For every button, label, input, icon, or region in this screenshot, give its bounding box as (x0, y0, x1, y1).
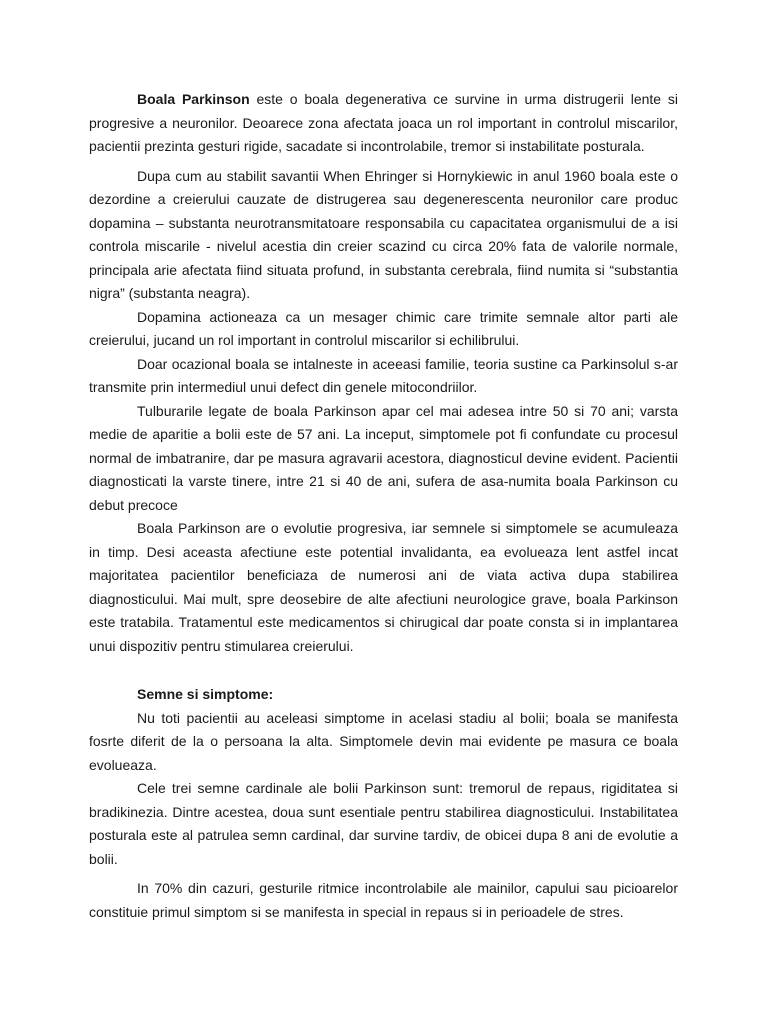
paragraph-5: Tulburarile legate de boala Parkinson apar cel mai adesea intre 50 si 70 ani; varsta medie de aparitie a bolii este de 57 ani. La inceput, simptomele pot fi confundate cu procesul normal de imbatranire, dar pe masura agravarii acestora, diagnosticul devine evident. Pacientii diagnosticati la varste tinere, intre 21 si 40 de ani, sufera de asa-numita boala Parkinson cu debut precoce (89, 402, 678, 513)
intro-text: este o boala degenerativa ce survine in urma distrugerii lente si progresive a neuronilor. Deoarece zona afectata joaca un rol important in controlul miscarilor, pacientii prezinta gesturi rigide, sacadate si incontrolabile, tremor si instabilitate posturala. (89, 91, 679, 154)
paragraph-intro (89, 88, 678, 159)
paragraph-9: In 70% din cazuri, gesturile ritmice incontrolabile ale mainilor, capului sau picioarelor constituie primul simptom si se manifesta in special in repaus si in perioadele de stres. (89, 880, 678, 920)
paragraph-4: Doar ocazional boala se intalneste in aceeasi familie, teoria sustine ca Parkinsolul s-ar transmite prin intermediul unui defect din genele mitocondriilor. (89, 355, 678, 395)
paragraph-2: Dupa cum au stabilit savantii When Ehringer si Hornykiewic in anul 1960 boala este o dezordine a creierului cauzate de distrugerea sau degenerescenta neuronilor care produc dopamina – substanta neurotransmitatoare responsabila cu capacitatea organismului de a isi controla miscarile - nivelul acestia din creier scazind cu circa 20% fata de valorile normale, principala arie afectata fiind situata profund, in substanta cerebrala, fiind numita si “substantia nigra” (substanta neagra). (89, 167, 678, 301)
paragraph-6: Boala Parkinson are o evolutie progresiva, iar semnele si simptomele se acumuleaza in timp. Desi aceasta afectiune este potential invalidanta, ea evolueaza lent astfel incat majoritatea pacientilor beneficiaza de numerosi ani de viata activa dupa stabilirea diagnosticului. Mai mult, spre deosebire de alte afectiuni neurologice grave, boala Parkinson este tratabila. Tratamentul este medicamentos si chirugical dar poate consta si in implantarea unui dispozitiv pentru stimularea creierului. (89, 520, 678, 654)
section-heading-symptoms: Semne si simptome: (137, 686, 274, 702)
paragraph-8: Cele trei semne cardinale ale bolii Parkinson sunt: tremorul de repaus, rigiditatea si bradikinezia. Dintre acestea, doua sunt esentiale pentru stabilirea diagnosticului. Instabilitatea posturala este al patrulea semn cardinal, dar survine tardiv, de obicei dupa 8 ani de evolutie a bolii. (89, 780, 678, 867)
intro-lead-term: Boala Parkinson (137, 91, 250, 107)
paragraph-3: Dopamina actioneaza ca un mesager chimic care trimite semnale altor parti ale creierului, jucand un rol important in controlul miscarilor si echilibrului. (89, 308, 678, 348)
paragraph-7: Nu toti pacientii au aceleasi simptome in acelasi stadiu al bolii; boala se manifesta fosrte diferit de la o persoana la alta. Simptomele devin mai evidente pe masura ce boala evolueaza. (89, 709, 678, 773)
document-body (89, 88, 678, 924)
